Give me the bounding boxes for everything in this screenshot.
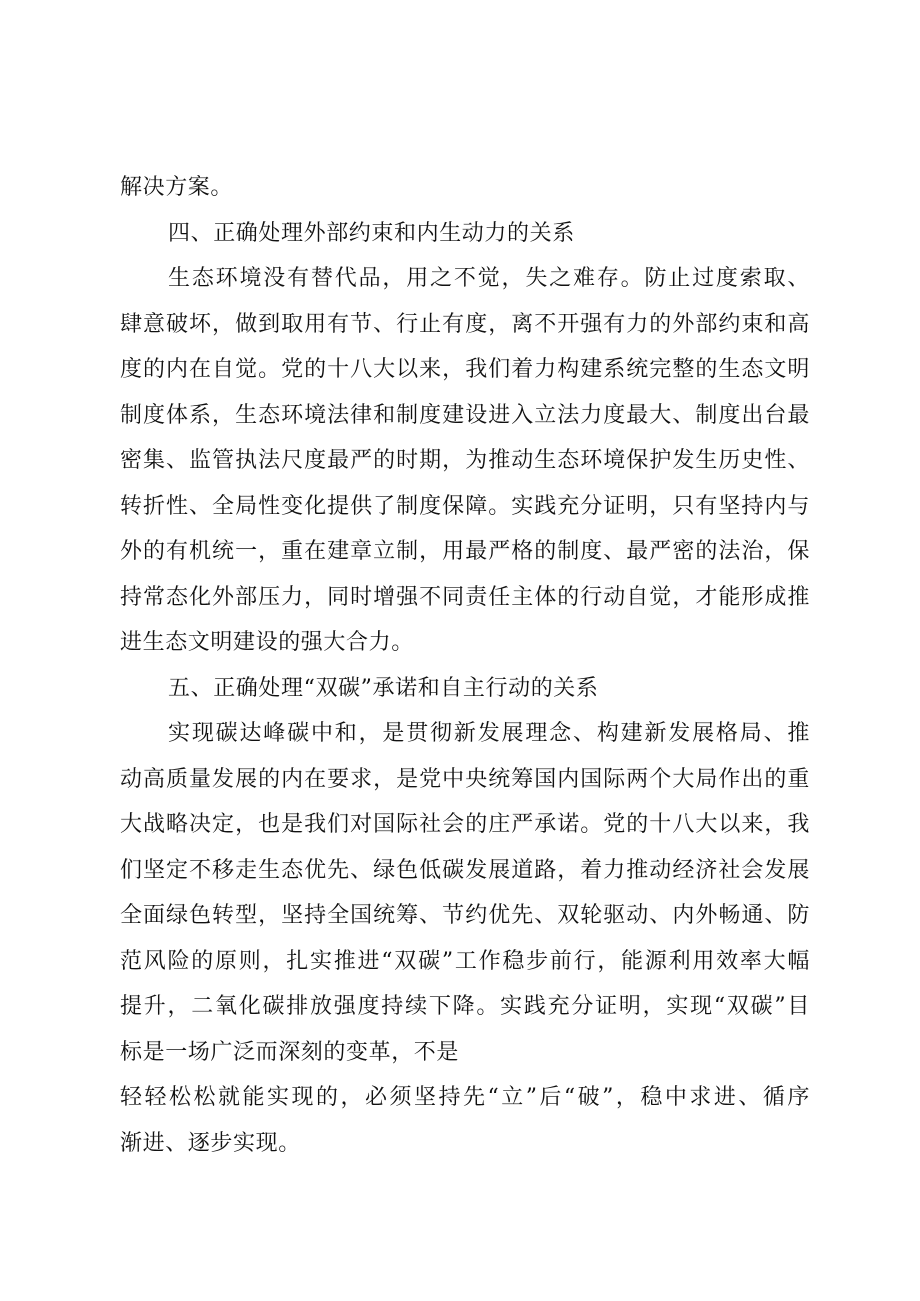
paragraph-line: 进生态文明建设的强大合力。 [120,630,414,655]
section-heading-five: 五、正确处理“双碳”承诺和自主行动的关系 [168,675,599,701]
paragraph-line: 密集、监管执法尺度最严的时期，为推动生态环境保护发生历史性、 [120,448,810,473]
paragraph-line: 解决方案。 [120,175,234,200]
document-body [120,165,810,1166]
paragraph-line: 大战略决定，也是我们对国际社会的庄严承诺。党的十八大以来，我 [120,812,810,837]
paragraph-line: 动高质量发展的内在要求，是党中央统筹国内国际两个大局作出的重 [120,766,810,792]
paragraph-line: 制度体系，生态环境法律和制度建设进入立法力度最大、制度出台最 [120,402,810,428]
paragraph-line: 实现碳达峰碳中和，是贯彻新发展理念、构建新发展格局、推 [168,721,810,746]
paragraph-line: 范风险的原则，扎实推进“双碳”工作稳步前行，能源利用效率大幅 [120,948,810,974]
paragraph-line: 提升，二氧化碳排放强度持续下降。实践充分证明，实现“双碳”目 [120,994,810,1019]
section-heading-four: 四、正确处理外部约束和内生动力的关系 [168,220,575,246]
paragraph-line: 全面绿色转型，坚持全国统筹、节约优先、双轮驱动、内外畅通、防 [120,903,810,928]
paragraph-line: 外的有机统一，重在建章立制，用最严格的制度、最严密的法治，保 [120,539,810,564]
paragraph-line: 转折性、全局性变化提供了制度保障。实践充分证明，只有坚持内与 [120,493,810,519]
paragraph-line: 们坚定不移走生态优先、绿色低碳发展道路，着力推动经济社会发展 [120,857,810,883]
paragraph-line: 生态环境没有替代品，用之不觉，失之难存。防止过度索取、 [168,266,810,291]
paragraph-line: 肆意破坏，做到取用有节、行止有度，离不开强有力的外部约束和高 [120,311,810,337]
paragraph-line: 轻轻松松就能实现的，必须坚持先“立”后“破”，稳中求进、循序 [120,1085,810,1110]
paragraph-line: 渐进、逐步实现。 [120,1130,301,1156]
paragraph-line: 持常态化外部压力，同时增强不同责任主体的行动自觉，才能形成推 [120,584,810,610]
paragraph-line: 标是一场广泛而深刻的变革，不是 [120,1039,460,1065]
paragraph-line: 度的内在自觉。党的十八大以来，我们着力构建系统完整的生态文明 [120,357,810,382]
